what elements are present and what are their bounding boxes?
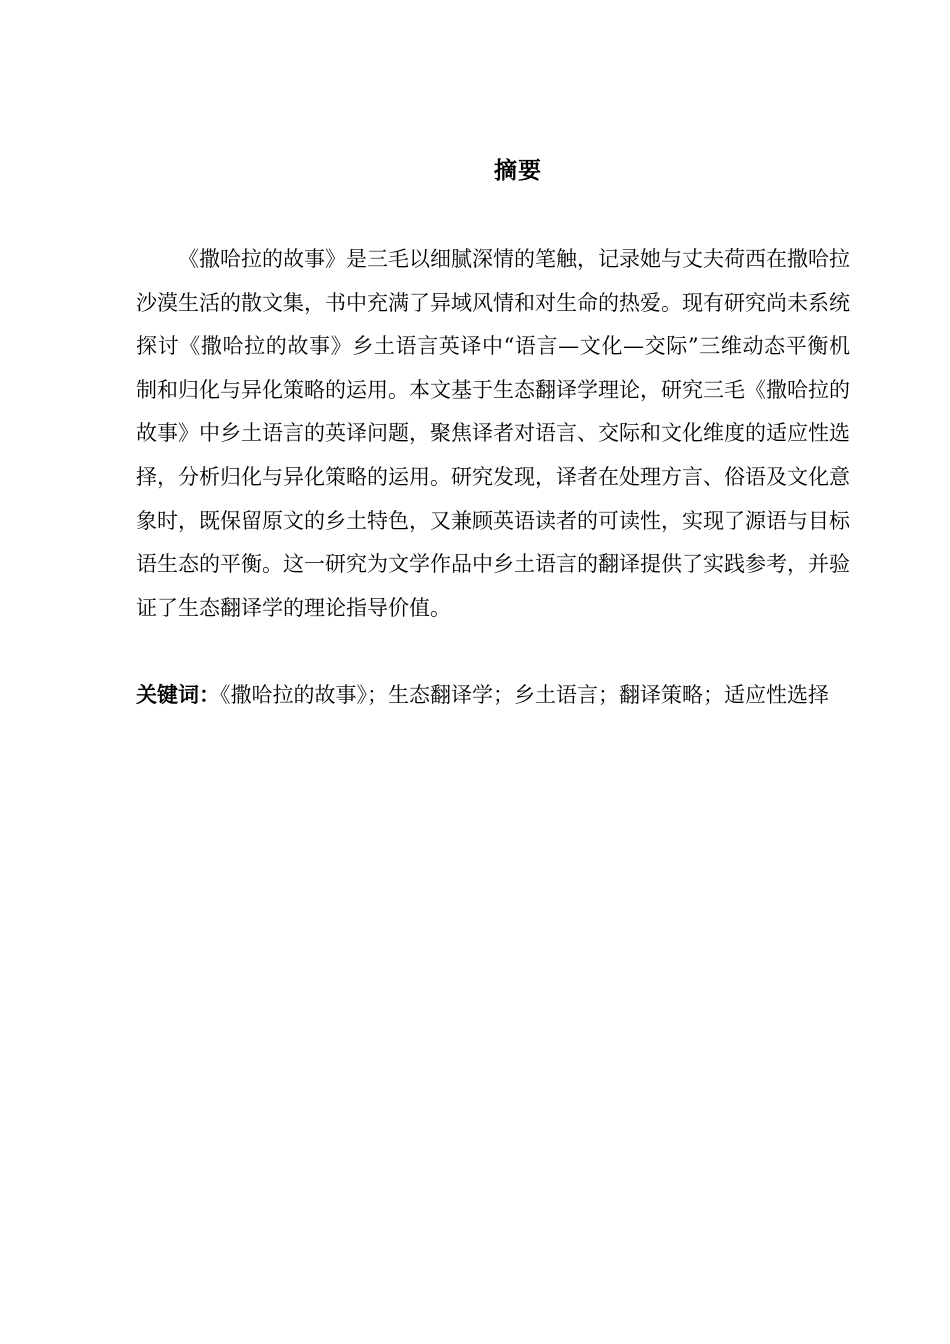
keywords-line [136,674,850,718]
abstract-title: 摘要 [494,158,542,184]
keywords-text: 《撒哈拉的故事》；生态翻译学；乡土语言；翻译策略；适应性选择 [220,683,829,707]
abstract-body: 《撒哈拉的故事》是三毛以细腻深情的笔触，记录她与丈夫荷西在撒哈拉沙漠生活的散文集，书中充满了异域风情和对生命的热爱。现有研究尚未系统探讨《撒哈拉的故事》乡土语言英译中“语言—文化—交际”三维动态平衡机制和归化与异化策略的运用。本文基于生态翻译学理论，研究三毛《撒哈拉的故事》中乡土语言的英译问题，聚焦译者对语言、交际和文化维度的适应性选择，分析归化与异化策略的运用。研究发现，译者在处理方言、俗语及文化意象时，既保留原文的乡土特色，又兼顾英语读者的可读性，实现了源语与目标语生态的平衡。这一研究为文学作品中乡土语言的翻译提供了实践参考，并验证了生态翻译学的理论指导价值。 [136,247,850,620]
keywords-label: 关键词： [136,683,220,707]
